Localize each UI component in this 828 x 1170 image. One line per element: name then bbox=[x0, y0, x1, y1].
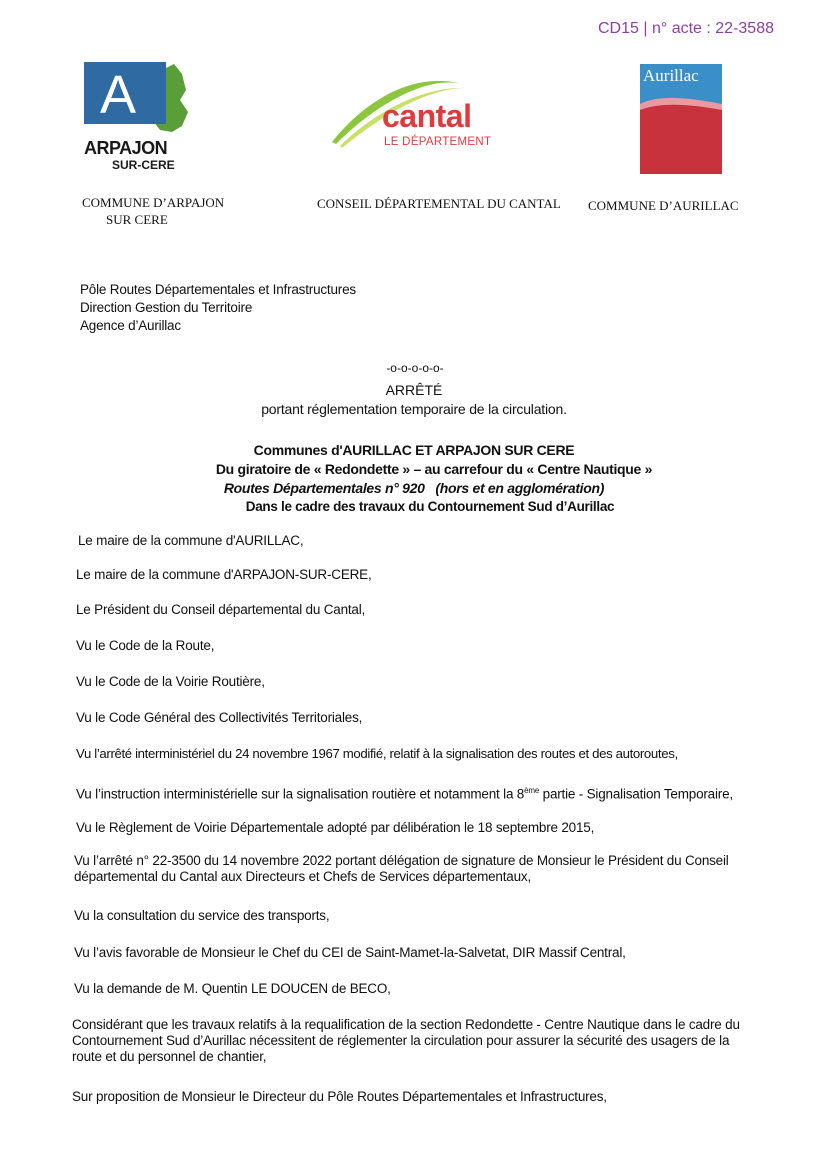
paragraph: Vu le Code de la Voirie Routière, bbox=[76, 674, 265, 689]
paragraph: Vu la demande de M. Quentin LE DOUCEN de BECO, bbox=[74, 981, 391, 996]
act-number-stamp: CD15 | n° acte : 22-3588 bbox=[598, 20, 774, 37]
arpajon-name: ARPAJON bbox=[84, 138, 168, 158]
aurillac-caption: COMMUNE D’AURILLAC bbox=[588, 198, 739, 213]
paragraph: Vu l’arrêté interministériel du 24 novembre 1967 modifié, relatif à la signalisation des routes et des autoroutes, bbox=[76, 746, 678, 761]
service-line: Pôle Routes Départementales et Infrastructures bbox=[80, 282, 356, 297]
arpajon-caption: COMMUNE D’ARPAJON SUR CERE bbox=[82, 195, 225, 227]
heading-section: Du giratoire de « Redondette » – au carrefour du « Centre Nautique » bbox=[215, 461, 653, 477]
arpajon-subname: SUR-CERE bbox=[112, 158, 175, 172]
paragraph: Vu le Règlement de Voirie Départementale adopté par délibération le 18 septembre 2015, bbox=[76, 820, 595, 835]
heading-communes: Communes d'AURILLAC ET ARPAJON SUR CERE bbox=[253, 442, 575, 458]
paragraph: Le maire de la commune d'AURILLAC, bbox=[78, 533, 304, 548]
paragraph: Le maire de la commune d'ARPAJON-SUR-CERE, bbox=[76, 567, 372, 582]
paragraph: Vu l’arrêté n° 22-3500 du 14 novembre 2022 portant délégation de signature de Monsieur le Président du Conseil départemental du Cantal aux Directeurs et Chefs de Services départementaux, bbox=[74, 853, 729, 884]
paragraph: Vu la consultation du service des transports, bbox=[74, 908, 330, 923]
issuing-service bbox=[80, 281, 356, 335]
paragraph: Vu l’avis favorable de Monsieur le Chef du CEI de Saint-Mamet-la-Salvetat, DIR Massif Central, bbox=[74, 945, 626, 960]
paragraph: Le Président du Conseil départemental du Cantal, bbox=[76, 602, 366, 617]
paragraph: Vu l’instruction interministérielle sur la signalisation routière et notamment la 8ème partie - Signalisation Temporaire, bbox=[76, 786, 733, 802]
paragraph: Vu le Code de la Route, bbox=[76, 638, 215, 653]
cantal-name: cantal bbox=[382, 98, 472, 134]
cantal-caption: CONSEIL DÉPARTEMENTAL DU CANTAL bbox=[317, 196, 561, 211]
service-line: Direction Gestion du Territoire bbox=[80, 300, 253, 315]
paragraph: Vu le Code Général des Collectivités Territoriales, bbox=[76, 710, 363, 725]
heading-context: Dans le cadre des travaux du Contournement Sud d’Aurillac bbox=[245, 499, 615, 514]
cantal-logo bbox=[330, 66, 510, 156]
service-line: Agence d’Aurillac bbox=[80, 318, 181, 333]
arpajon-logo bbox=[84, 60, 194, 172]
paragraph: Sur proposition de Monsieur le Directeur du Pôle Routes Départementales et Infrastructures, bbox=[72, 1089, 607, 1104]
heading-separator: -o-o-o-o-o- bbox=[386, 361, 444, 375]
heading-road: Routes Départementales n° 920 (hors et en agglomération) bbox=[223, 480, 605, 496]
cantal-sub: LE DÉPARTEMENT bbox=[384, 136, 492, 148]
arpajon-letter: A bbox=[100, 65, 137, 125]
paragraph: Considérant que les travaux relatifs à la requalification de la section Redondette - Centre Nautique dans le cadre du Contournement Sud d’Aurillac nécessitent de réglementer la circulation pour assurer la sécurité des usagers de la route et du personnel de chantier, bbox=[72, 1017, 740, 1064]
document-title: ARRÊTÉ bbox=[385, 382, 443, 398]
aurillac-name: Aurillac bbox=[643, 66, 699, 85]
document-subtitle: portant réglementation temporaire de la circulation. bbox=[261, 401, 567, 417]
aurillac-logo bbox=[640, 64, 724, 176]
